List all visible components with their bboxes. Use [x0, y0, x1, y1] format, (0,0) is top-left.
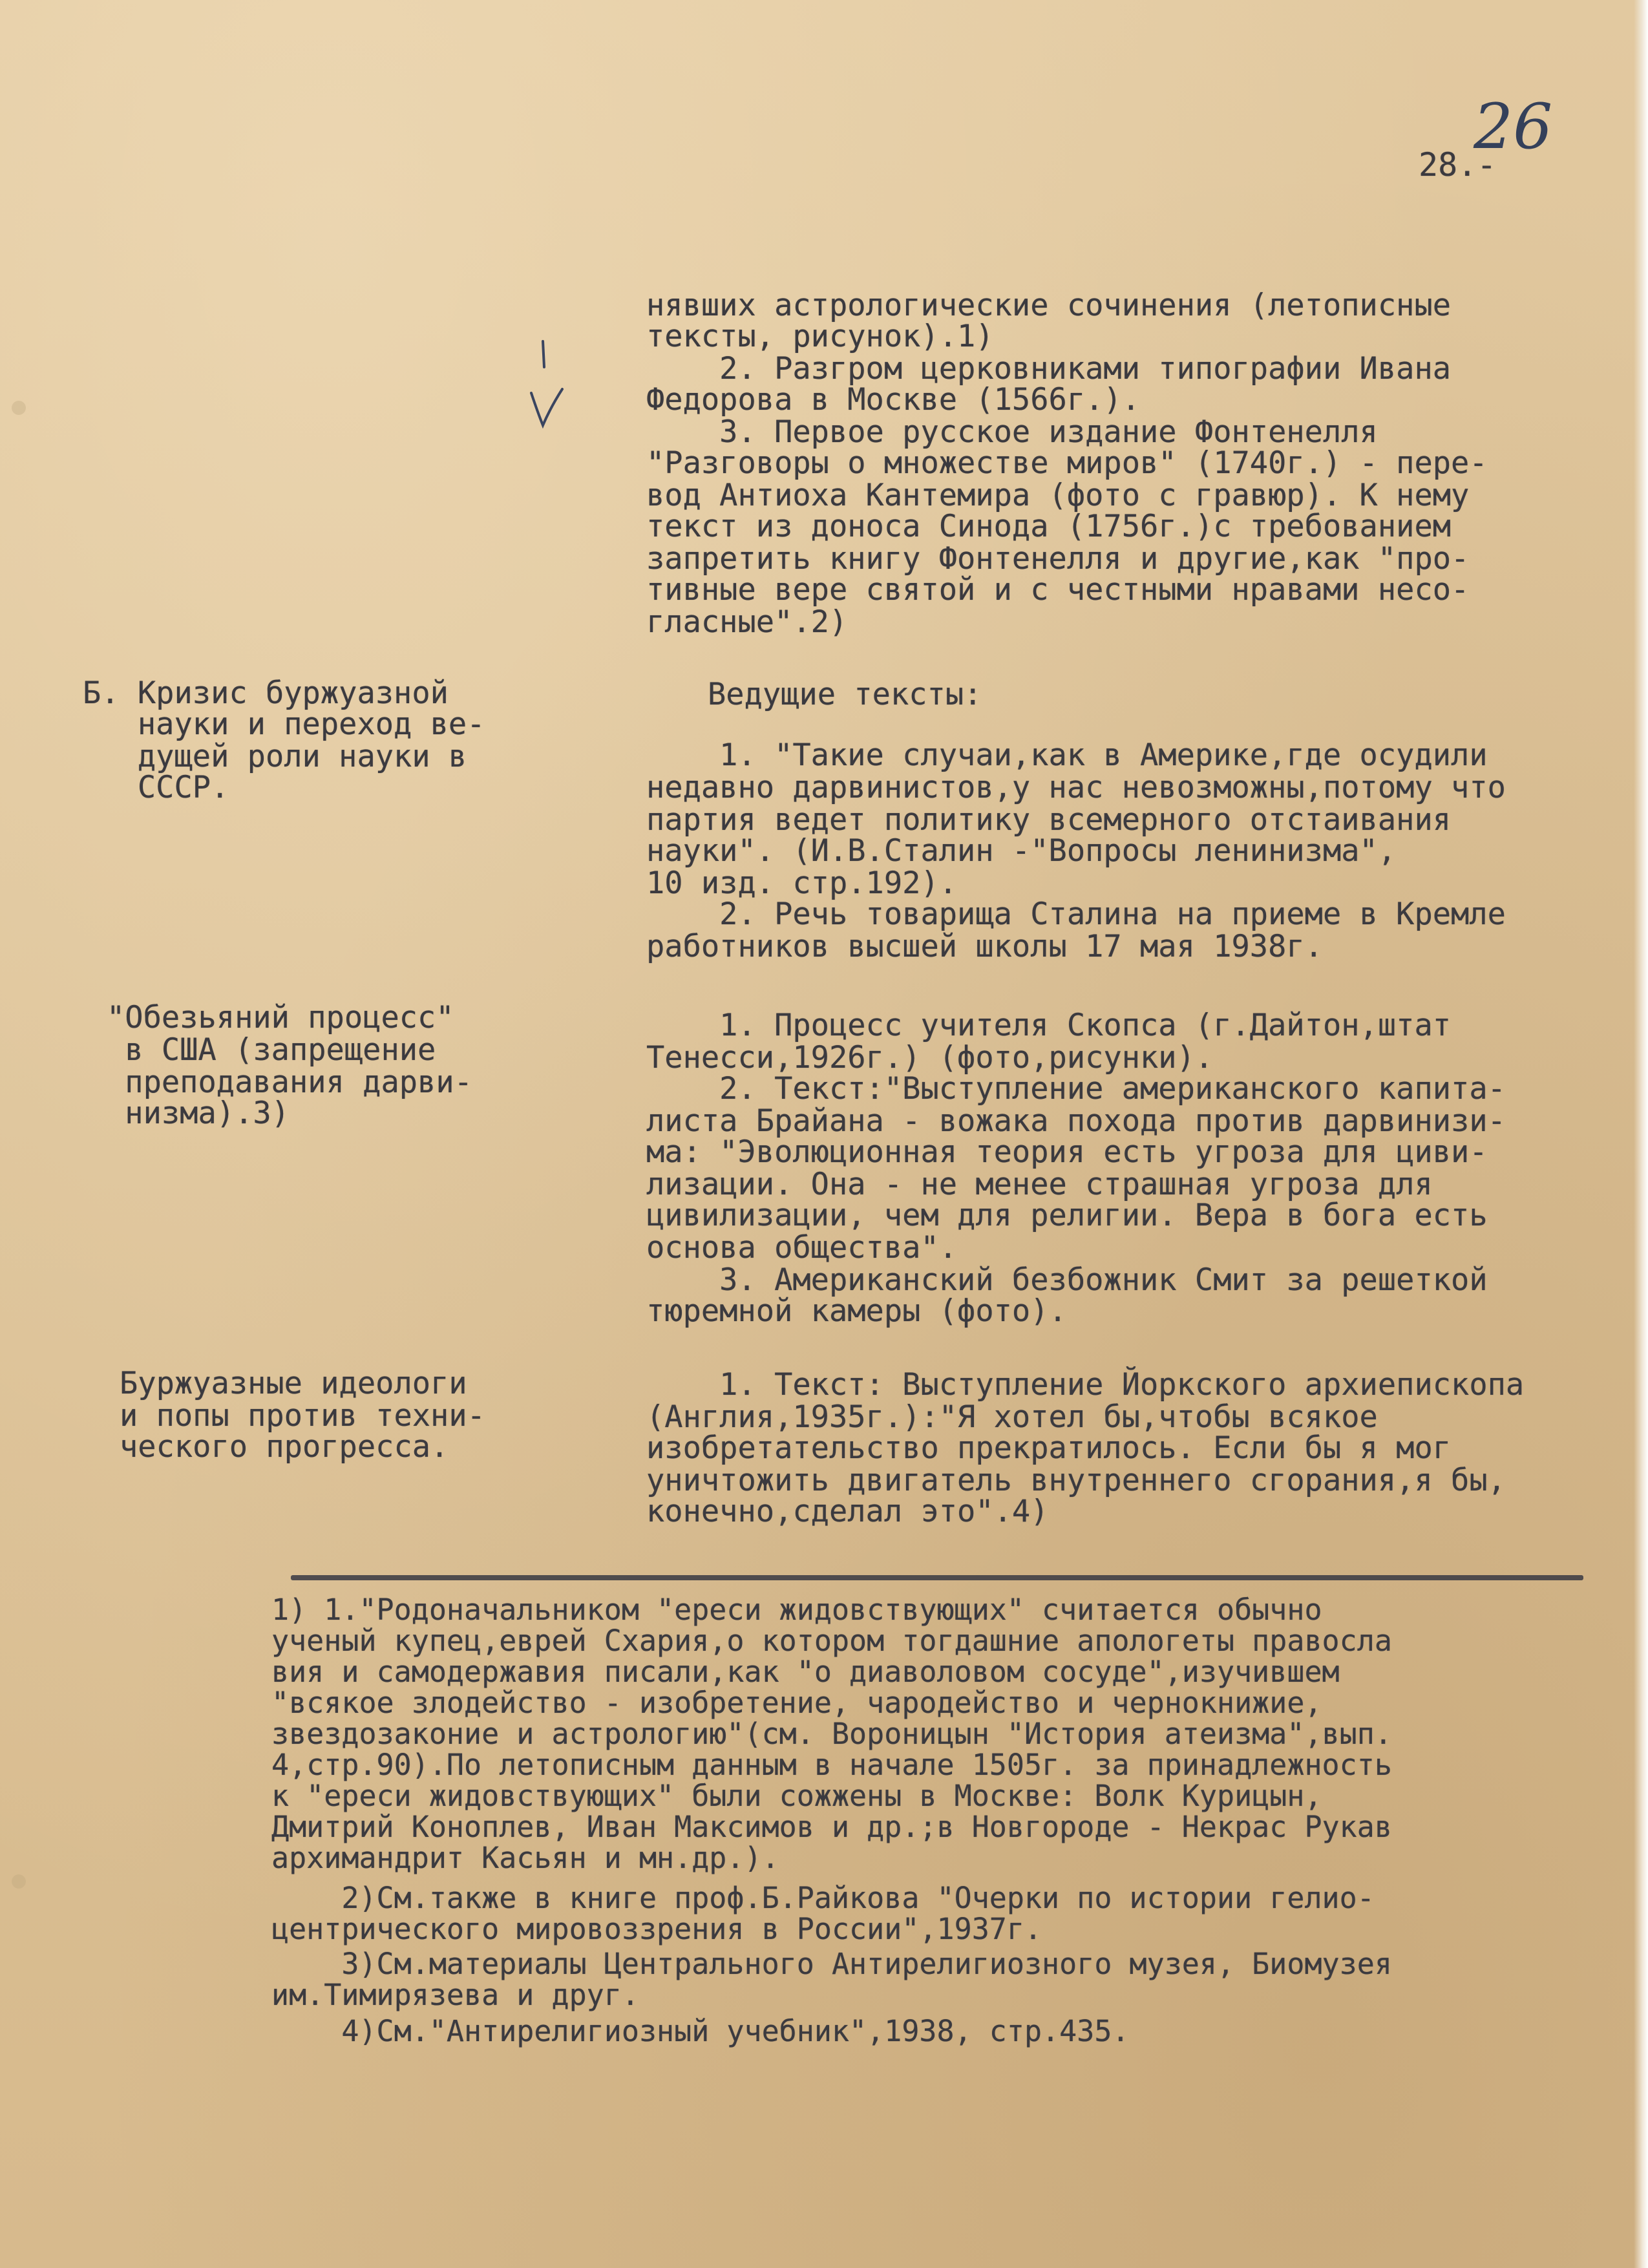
text-line: цивилизации, чем для религии. Вера в бога есть [646, 1198, 1488, 1233]
footnote-line: им.Тимирязева и друг. [271, 1978, 639, 2012]
footnote-line: 4,стр.90).По летописным данным в начале 1505г. за принадлежность [271, 1748, 1392, 1782]
footnote-line: вия и самодержавия писали,как "о диаволовом сосуде",изучившем [271, 1655, 1340, 1689]
section-label-line: преподавания дарви- [107, 1065, 472, 1100]
text-line: гласные".2) [646, 604, 848, 640]
section-label-line: низма).3) [107, 1096, 290, 1131]
text-line: 2. Текст:"Выступление американского капита- [646, 1071, 1506, 1107]
text-line: листа Брайана - вожака похода против дарвинизи- [646, 1103, 1506, 1139]
section-label-line: науки и переход ве- [83, 706, 485, 742]
checkmark-icon [517, 336, 569, 433]
footnote-line: центрического мировоззрения в России",1937г. [271, 1912, 1042, 1946]
punch-hole [12, 1874, 26, 1889]
text-line: запретить книгу Фонтенелля и другие,как "про- [646, 541, 1470, 577]
footnote-line: 2)См.также в книге проф.Б.Райкова "Очерки по истории гелио- [271, 1881, 1375, 1915]
footnote-divider [291, 1575, 1583, 1580]
footnote-line: 3)См.материалы Центрального Антирелигиозного музея, Биомузея [271, 1947, 1392, 1981]
text-line: вод Антиоха Кантемира (фото с гравюр). К нему [646, 478, 1470, 513]
text-line: 2. Разгром церковниками типографии Ивана [646, 351, 1452, 387]
text-line: науки". (И.В.Сталин -"Вопросы ленинизма", [646, 833, 1397, 869]
text-line: 2. Речь товарища Сталина на приеме в Кремле [646, 896, 1506, 932]
text-line: основа общества". [646, 1230, 958, 1266]
text-line: Федорова в Москве (1566г.). [646, 382, 1141, 418]
text-line: нявших астрологические сочинения (летописные [646, 288, 1452, 323]
text-line: тюремной камеры (фото). [646, 1293, 1067, 1329]
text-line: недавно дарвинистов,у нас невозможны,потому что [646, 770, 1506, 805]
page-number: 28.- [1419, 146, 1497, 184]
text-line: текст из доноса Синода (1756г.)с требованием [646, 509, 1452, 544]
footnote-line: 1) 1."Родоначальником "ереси жидовствующих" считается обычно [271, 1593, 1322, 1627]
section-label-line: в США (запрещение [107, 1032, 436, 1068]
section-label-line: дущей роли науки в [83, 739, 467, 774]
paper-edge [1634, 0, 1648, 2268]
text-line: ма: "Эволюционная теория есть угроза для циви- [646, 1134, 1488, 1170]
text-line: тивные вере святой и с честными нравами несо- [646, 572, 1470, 608]
text-line: уничтожить двигатель внутреннего сгорания,я бы, [646, 1463, 1506, 1498]
handwritten-page-number: 26 [1474, 90, 1553, 163]
footnote-line: ученый купец,еврей Схария,о котором тогдашние апологеты правосла [271, 1624, 1392, 1658]
text-line: работников высшей школы 17 мая 1938г. [646, 929, 1323, 964]
footnote-line: 4)См."Антирелигиозный учебник",1938, стр.435. [271, 2014, 1130, 2048]
text-line: тексты, рисунок).1) [646, 319, 994, 354]
footnote-line: к "ереси жидовствующих" были сожжены в Москве: Волк Курицын, [271, 1779, 1322, 1813]
section-label-line: ческого прогресса. [120, 1429, 449, 1465]
footnote-line: звездозаконие и астрологию"(см. Вороницын "История атеизма",вып. [271, 1717, 1392, 1751]
text-line: 3. Американский безбожник Смит за решеткой [646, 1262, 1488, 1298]
text-line: 3. Первое русское издание Фонтенелля [646, 414, 1378, 450]
text-line: Тенесси,1926г.) (фото,рисунки). [646, 1040, 1214, 1076]
footnote-line: архимандрит Касьян и мн.др.). [271, 1841, 779, 1875]
text-line: изобретательство прекратилось. Если бы я мог [646, 1430, 1452, 1466]
section-label-line: Буржуазные идеологи [120, 1366, 467, 1401]
text-line: лизации. Она - не менее страшная угроза для [646, 1167, 1433, 1202]
footnote-line: Дмитрий Коноплев, Иван Максимов и др.;в Новгороде - Некрас Рукав [271, 1810, 1392, 1844]
footnote-line: "всякое злодейство - изобретение, чародейство и чернокнижие, [271, 1686, 1322, 1720]
text-line: 1. "Такие случаи,как в Америке,где осудили [646, 737, 1488, 773]
leading-texts-heading: Ведущие тексты: [708, 677, 982, 712]
text-line: партия ведет политику всемерного отстаивания [646, 802, 1452, 838]
section-label-line: и попы против техни- [120, 1398, 485, 1434]
text-line: 1. Процесс учителя Скопса (г.Дайтон,штат [646, 1008, 1452, 1043]
punch-hole [12, 401, 26, 415]
text-line: (Англия,1935г.):"Я хотел бы,чтобы всякое [646, 1399, 1378, 1435]
section-label-line: Б. Кризис буржуазной [83, 675, 449, 711]
text-line: конечно,сделал это".4) [646, 1494, 1049, 1529]
text-line: 1. Текст: Выступление Йоркского архиепископа [646, 1367, 1525, 1403]
section-label-line: "Обезьяний процесс" [107, 1000, 454, 1035]
text-line: 10 изд. стр.192). [646, 865, 958, 901]
text-line: "Разговоры о множестве миров" (1740г.) - пере- [646, 445, 1488, 481]
section-label-line: СССР. [83, 770, 229, 805]
